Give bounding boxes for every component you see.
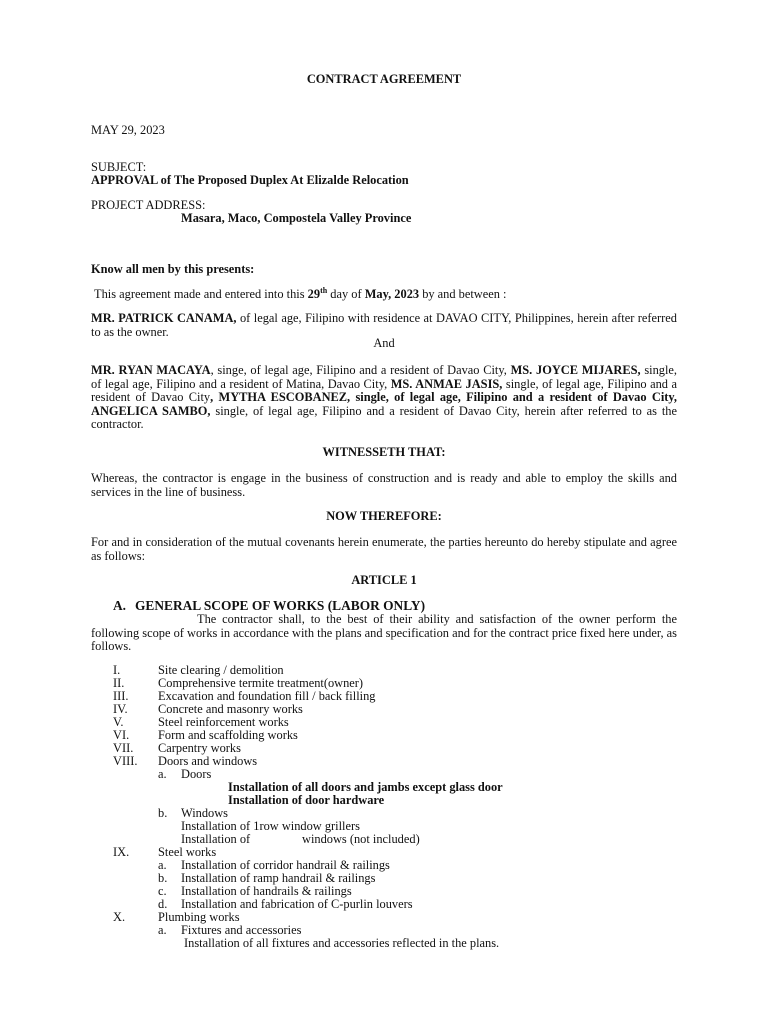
- list-item-number: V.: [113, 715, 124, 729]
- sub-item-letter: d.: [158, 897, 168, 911]
- witnesseth-heading: WITNESSETH THAT:: [322, 445, 446, 459]
- doors-detail-1: Installation of all doors and jambs except glass door: [228, 780, 503, 794]
- sub-item-text: Installation of corridor handrail & railings: [181, 858, 390, 872]
- article-heading: ARTICLE 1: [351, 573, 417, 587]
- list-item-text: Carpentry works: [158, 741, 241, 755]
- owner-paragraph: [91, 312, 677, 339]
- sub-item-text: Doors: [181, 767, 212, 781]
- contractor-text-3: single, of legal age, Filipino and a resident of Davao City: [91, 376, 678, 405]
- contractor-name-4: , MYTHA ESCOBANEZ, single, of legal age, Filipino and a resident of Davao City, ANGELICA SAMBO,: [91, 390, 677, 418]
- sub-item-letter: a.: [158, 923, 167, 937]
- scope-intro: [91, 613, 677, 654]
- contractor-name-2: MS. JOYCE MIJARES,: [510, 363, 641, 377]
- sub-item-text: Installation and fabrication of C-purlin louvers: [181, 897, 413, 911]
- list-item-number: VI.: [113, 728, 130, 742]
- consideration-text: For and in consideration of the mutual covenants herein enumerate, the parties hereunto do hereby stipulate and agree as follows:: [91, 535, 677, 563]
- agreement-month: May, 2023: [364, 287, 420, 301]
- date: MAY 29, 2023: [91, 123, 165, 137]
- doors-detail-2: Installation of door hardware: [228, 793, 385, 807]
- whereas-paragraph: [91, 472, 677, 499]
- list-item-text: Form and scaffolding works: [158, 728, 298, 742]
- contractor-paragraph: [91, 364, 677, 432]
- and-separator: And: [373, 336, 395, 350]
- sub-item-letter: a.: [158, 767, 167, 781]
- sub-item-letter: b.: [158, 806, 168, 820]
- owner-text: of legal age, Filipino with residence at DAVAO CITY, Philippines, herein after referred to as the owner.: [91, 311, 677, 339]
- windows-detail-2a: Installation of: [181, 832, 251, 846]
- sub-item-text: Installation of handrails & railings: [181, 884, 352, 898]
- address-label: PROJECT ADDRESS:: [91, 198, 206, 212]
- agreement-day-suffix: th: [320, 285, 328, 295]
- plumbing-detail: Installation of all fixtures and accessories reflected in the plans.: [184, 936, 500, 950]
- list-item-text: Steel reinforcement works: [158, 715, 289, 729]
- sub-item-text: Fixtures and accessories: [181, 923, 302, 937]
- list-item-number: IX.: [113, 845, 130, 859]
- project-address: Masara, Maco, Compostela Valley Province: [181, 211, 412, 225]
- contractor-text-2: single, of legal age, Filipino and a resident of Matina, Davao City,: [91, 363, 678, 391]
- list-item-text: Excavation and foundation fill / back filling: [158, 689, 376, 703]
- know-all-men: Know all men by this presents:: [91, 262, 255, 276]
- owner-name: MR. PATRICK CANAMA,: [91, 311, 237, 325]
- list-item-number: III.: [113, 689, 129, 703]
- list-item-text: Comprehensive termite treatment(owner): [158, 676, 364, 690]
- sub-item-letter: b.: [158, 871, 168, 885]
- list-item-text: Concrete and masonry works: [158, 702, 303, 716]
- agreement-post: by and between :: [419, 287, 507, 301]
- list-item-number: I.: [113, 663, 121, 677]
- section-title: GENERAL SCOPE OF WORKS (LABOR ONLY): [135, 598, 426, 613]
- document-title: CONTRACT AGREEMENT: [306, 72, 462, 86]
- whereas-text: Whereas, the contractor is engage in the business of construction and is ready and able to employ the skills and services in the line of business.: [91, 471, 677, 499]
- agreement-pre: This agreement made and entered into this: [94, 287, 308, 301]
- scope-intro-text: The contractor shall, to the best of their ability and satisfaction of the owner perform the following scope of works in accordance with the plans and specification and for the contract price fixed here under, as follows.: [91, 612, 677, 654]
- list-item-text: Steel works: [158, 845, 217, 859]
- contractor-text-1: , singe, of legal age, Filipino and a resident of Davao City,: [210, 363, 511, 377]
- list-item-number: VII.: [113, 741, 134, 755]
- agreement-line: [94, 285, 507, 301]
- now-therefore-heading: NOW THEREFORE:: [326, 509, 442, 523]
- list-item-number: VIII.: [113, 754, 138, 768]
- sub-item-text: Installation of ramp handrail & railings: [181, 871, 376, 885]
- list-item-text: Doors and windows: [158, 754, 258, 768]
- windows-detail-1: Installation of 1row window grillers: [181, 819, 360, 833]
- agreement-day: 29: [307, 287, 321, 301]
- list-item-text: Plumbing works: [158, 910, 240, 924]
- contractor-name-1: MR. RYAN MACAYA: [91, 363, 211, 377]
- list-item-number: II.: [113, 676, 125, 690]
- contractor-name-3: MS. ANMAE JASIS,: [390, 376, 503, 391]
- list-item-number: IV.: [113, 702, 128, 716]
- sub-item-text: Windows: [181, 806, 228, 820]
- subject: APPROVAL of The Proposed Duplex At Elizalde Relocation: [91, 173, 409, 187]
- windows-detail-2b: windows (not included): [302, 832, 420, 846]
- consideration-paragraph: [91, 536, 677, 563]
- section-letter: A.: [113, 598, 127, 613]
- subject-label: SUBJECT:: [91, 160, 147, 174]
- sub-item-letter: a.: [158, 858, 167, 872]
- agreement-mid: day of: [327, 287, 365, 301]
- list-item-number: X.: [113, 910, 126, 924]
- list-item-text: Site clearing / demolition: [158, 663, 284, 677]
- sub-item-letter: c.: [158, 884, 167, 898]
- contractor-text-4: single, of legal age, Filipino and a resident of Davao City, herein after referred to as the contractor.: [91, 403, 677, 432]
